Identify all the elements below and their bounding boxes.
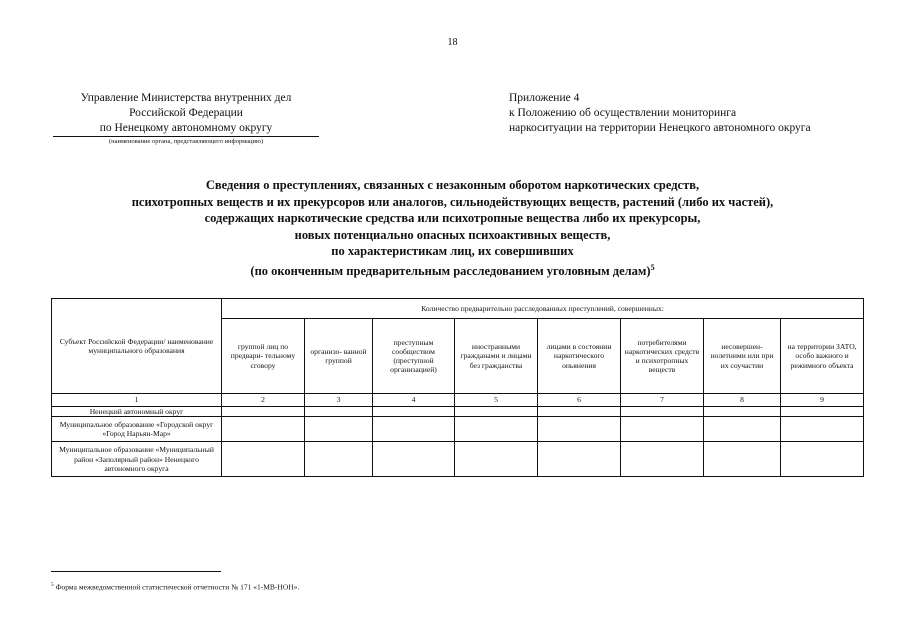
appendix-line-2: к Положению об осуществлении мониторинга <box>509 107 737 119</box>
column-number: 6 <box>538 394 621 407</box>
column-number: 2 <box>222 394 305 407</box>
table-cell <box>305 417 373 442</box>
footnote <box>51 580 299 593</box>
title-footnote-mark: 5 <box>650 262 655 272</box>
table-row <box>52 407 864 417</box>
column-number: 7 <box>621 394 704 407</box>
column-number: 9 <box>781 394 864 407</box>
footnote-mark: 5 <box>51 582 54 588</box>
table-cell <box>704 417 781 442</box>
column-header-drug-users: потребителями наркотических средств и психотропных веществ <box>621 319 704 394</box>
table-cell <box>222 417 305 442</box>
table-cell <box>455 407 538 417</box>
appendix-block <box>509 91 811 136</box>
row-label: Муниципальное образование «Муниципальный район «Заполярный район» Ненецкого автономного округа <box>52 442 222 477</box>
column-header-drug-intoxication: лицами в состоянии наркотического опьянения <box>538 319 621 394</box>
document-title <box>0 177 905 279</box>
title-line-6 <box>0 260 905 280</box>
table-cell <box>222 442 305 477</box>
organization-line-1: Управление Министерства внутренних дел <box>80 92 292 104</box>
column-header-criminal-community: преступным сообществом (преступной организацией) <box>373 319 455 394</box>
footnote-separator <box>51 571 221 572</box>
table-cell <box>455 417 538 442</box>
organization-block <box>55 91 317 146</box>
table-cell <box>455 442 538 477</box>
table-cell <box>373 417 455 442</box>
table-cell <box>781 442 864 477</box>
table-row <box>52 417 864 442</box>
column-number: 3 <box>305 394 373 407</box>
table-cell <box>305 442 373 477</box>
row-label: Муниципальное образование «Городской округ «Город Нарьян-Мар» <box>52 417 222 442</box>
title-line-4: новых потенциально опасных психоактивных веществ, <box>294 227 611 242</box>
table-cell <box>373 442 455 477</box>
table-cell <box>704 407 781 417</box>
table-cell <box>621 417 704 442</box>
table-cell <box>538 407 621 417</box>
table-row <box>52 442 864 477</box>
column-number: 4 <box>373 394 455 407</box>
table-cell <box>704 442 781 477</box>
table-cell <box>781 417 864 442</box>
column-number: 8 <box>704 394 781 407</box>
title-line-3: содержащих наркотические средства или психотропные вещества либо их прекурсоры, <box>204 211 701 225</box>
column-header-zato-territory: на территории ЗАТО, особо важного и режимного объекта <box>781 319 864 394</box>
table-cell <box>621 407 704 417</box>
organization-line-3: по Ненецкому автономному округу <box>53 121 319 137</box>
statistics-table <box>51 298 864 477</box>
table-cell <box>538 417 621 442</box>
organization-line-2: Российской Федерации <box>129 107 243 119</box>
table-cell <box>222 407 305 417</box>
table-cell <box>373 407 455 417</box>
table-cell <box>781 407 864 417</box>
row-label: Ненецкий автономный округ <box>52 407 222 417</box>
table-cell <box>305 407 373 417</box>
appendix-line-3: наркоситуации на территории Ненецкого автономного округа <box>509 122 811 134</box>
column-header-group-conspiracy: группой лиц по предвари- тельному сговору <box>222 319 305 394</box>
organization-caption: (наименование органа, представляющего информацию) <box>108 138 264 145</box>
column-header-organized-group: организо- ванной группой <box>305 319 373 394</box>
column-header-foreign-citizens: иностранными гражданами и лицами без гражданства <box>455 319 538 394</box>
table-cell <box>621 442 704 477</box>
footnote-text: Форма межведомственной статистической отчетности № 171 «1-МВ-НОН». <box>53 582 300 592</box>
title-line-5: по характеристикам лиц, их совершивших <box>331 244 574 258</box>
column-number: 5 <box>455 394 538 407</box>
title-line-2: психотропных веществ и их прекурсоров или аналогов, сильнодействующих веществ, растений (либо их частей), <box>131 194 774 209</box>
title-line-1: Сведения о преступлениях, связанных с незаконным оборотом наркотических средств, <box>205 178 700 192</box>
crimes-group-header: Количество предварительно расследованных преступлений, совершенных: <box>222 299 864 319</box>
subject-column-header: Субъект Российской Федерации/ наименование муниципального образования <box>52 299 222 394</box>
column-header-minors: несовершен- нолетними или при их соучастии <box>704 319 781 394</box>
appendix-line-1: Приложение 4 <box>509 92 580 104</box>
column-numbers-row <box>52 394 864 407</box>
title-line-6-text: (по оконченным предварительным расследованием уголовным делам) <box>250 263 651 278</box>
page-number: 18 <box>447 37 458 48</box>
table-cell <box>538 442 621 477</box>
column-number: 1 <box>52 394 222 407</box>
